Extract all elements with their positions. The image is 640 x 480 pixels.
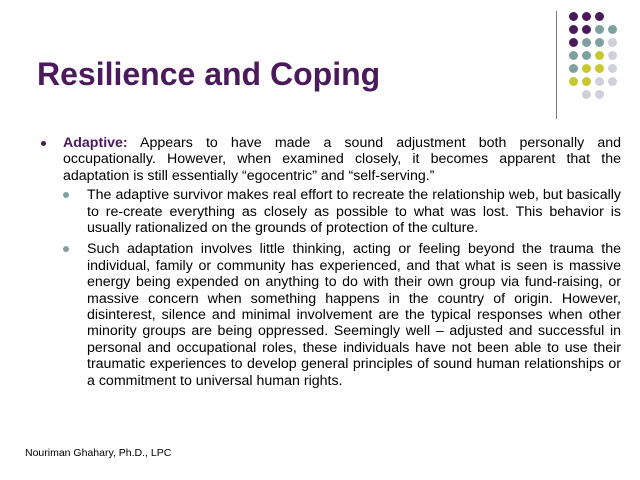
decorative-dot xyxy=(595,25,604,34)
decorative-dot xyxy=(582,64,591,73)
decorative-dot xyxy=(595,90,604,99)
decorative-dot xyxy=(582,38,591,47)
decorative-dot xyxy=(569,51,578,60)
decorative-dot xyxy=(569,12,578,21)
sub-bullet-marker xyxy=(63,192,69,198)
slide-title: Resilience and Coping xyxy=(37,56,381,92)
sub-bullet-text: Such adaptation involves little thinking, acting or feeling beyond the trauma the individual, family or community has experienced, and that what is seen is massive energy being expended on anything to do with their own group via fund-raising, or massive concern when something happens in the country of origin. However, disinterest, silence and minimal involvement are the typical responses when other minority groups are being oppressed. Seemingly well – adjusted and successful in personal and occupational roles, these individuals have not been able to use their traumatic experiences to develop general principles of sound human relationships or a commitment to universal human rights. xyxy=(87,241,621,389)
slide-content xyxy=(38,135,621,389)
bullet-lead: Adaptive: xyxy=(63,135,128,151)
decorative-dot xyxy=(608,64,617,73)
decorative-dot xyxy=(582,90,591,99)
sub-bullet xyxy=(87,187,621,236)
footer-author: Nouriman Ghahary, Ph.D., LPC xyxy=(25,447,172,459)
decorative-dot xyxy=(608,77,617,86)
decorative-dot xyxy=(608,25,617,34)
decorative-dot xyxy=(582,77,591,86)
sub-bullet xyxy=(87,241,621,389)
decorative-dot xyxy=(595,12,604,21)
decorative-dot xyxy=(608,51,617,60)
decorative-dot xyxy=(595,38,604,47)
decorative-dot xyxy=(595,51,604,60)
decorative-dot xyxy=(608,38,617,47)
sub-bullet-text: The adaptive survivor makes real effort to recreate the relationship web, but basically to re-create everything as closely as possible to what was lost. This behavior is usually rationalized on the grounds of protection of the culture. xyxy=(87,187,621,237)
decorative-dot xyxy=(582,25,591,34)
decorative-dot xyxy=(595,77,604,86)
bullet-text: Appears to have made a sound adjustment both personally and occupationally. However, when examined closely, it becomes apparent that the adaptation is still essentially “egocentric” and “self-serving.” xyxy=(63,135,621,184)
bullet-marker xyxy=(41,141,46,146)
decorative-dot xyxy=(582,12,591,21)
sub-bullet-marker xyxy=(63,246,69,252)
decorative-dot xyxy=(582,51,591,60)
decorative-dot xyxy=(569,77,578,86)
decorative-dot xyxy=(569,25,578,34)
decorative-dot xyxy=(569,64,578,73)
divider-line xyxy=(556,11,557,119)
decorative-dot xyxy=(595,64,604,73)
decorative-dot xyxy=(569,38,578,47)
main-bullet xyxy=(38,135,621,184)
